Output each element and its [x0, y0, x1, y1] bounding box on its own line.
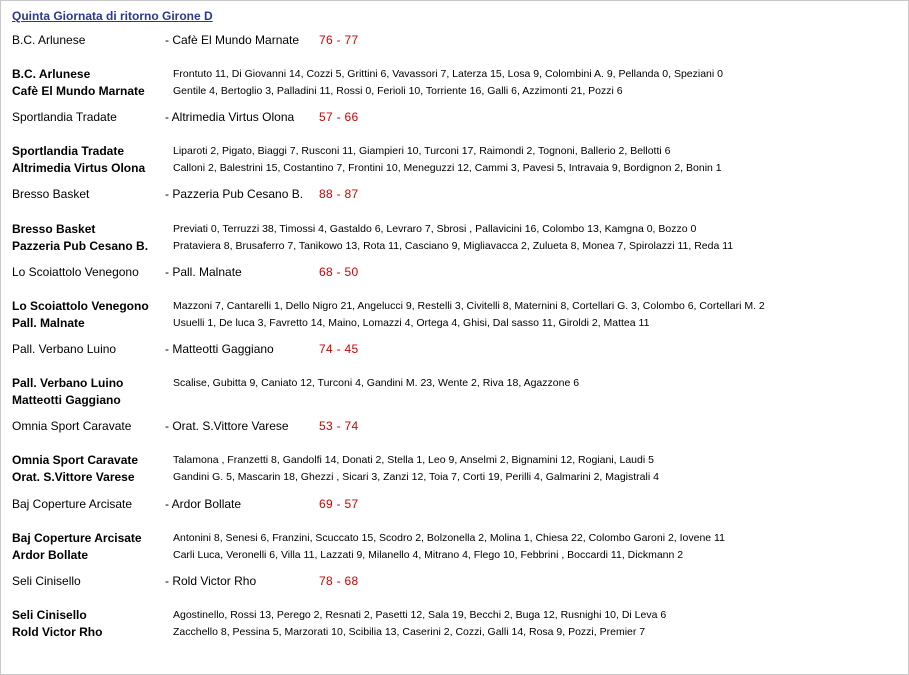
- scorers-team-name: Pall. Malnate: [12, 316, 85, 330]
- scorers-team-name: Matteotti Gaggiano: [12, 393, 121, 407]
- scorers-list: Gandini G. 5, Mascarin 18, Ghezzi , Sicari 3, Zanzi 12, Toia 7, Corti 19, Perilli 4, Galmarini 2, Magistrali 4: [173, 471, 659, 483]
- scorers-team-name: Orat. S.Vittore Varese: [12, 470, 135, 484]
- match-score: 78 - 68: [319, 574, 359, 588]
- away-team: - Matteotti Gaggiano: [165, 342, 274, 356]
- scorers-list: Carli Luca, Veronelli 6, Villa 11, Lazzati 9, Milanello 4, Mitrano 4, Flego 10, Febbrini , Boccardi 11, Dickmann 2: [173, 549, 684, 561]
- scorers-team-name: Pall. Verbano Luino: [12, 376, 124, 390]
- scorers-team-name: Seli Cinisello: [12, 608, 87, 622]
- scorers-list: Scalise, Gubitta 9, Caniato 12, Turconi 4, Gandini M. 23, Wente 2, Riva 18, Agazzone 6: [173, 377, 580, 389]
- away-team: - Ardor Bollate: [165, 497, 242, 511]
- away-team: - Pazzeria Pub Cesano B.: [165, 187, 304, 201]
- scorers-team-name: Rold Victor Rho: [12, 625, 103, 639]
- away-team: - Rold Victor Rho: [165, 574, 257, 588]
- scorers-team-name: Pazzeria Pub Cesano B.: [12, 239, 149, 253]
- scorers-team-name: Omnia Sport Caravate: [12, 453, 139, 467]
- scorers-list: Zacchello 8, Pessina 5, Marzorati 10, Scibilia 13, Caserini 2, Cozzi, Galli 14, Rosa 9, Pozzi, Premier 7: [173, 626, 646, 638]
- page-title[interactable]: Quinta Giornata di ritorno Girone D: [12, 9, 213, 23]
- scorers-team-name: Lo Scoiattolo Venegono: [12, 299, 149, 313]
- scorers-list: Antonini 8, Senesi 6, Franzini, Scuccato 15, Scodro 2, Bolzonella 2, Molina 1, Chiesa 22, Colombo Garoni 2, Iovene 11: [173, 532, 725, 544]
- match-score: 57 - 66: [319, 110, 359, 124]
- scorers-team-name: Sportlandia Tradate: [12, 144, 125, 158]
- home-team: Lo Scoiattolo Venegono: [12, 265, 139, 279]
- match-score: 88 - 87: [319, 187, 359, 201]
- home-team: B.C. Arlunese: [12, 33, 86, 47]
- home-team: Pall. Verbano Luino: [12, 342, 117, 356]
- match-score: 53 - 74: [319, 419, 359, 433]
- home-team: Seli Cinisello: [12, 574, 81, 588]
- scorers-team-name: Baj Coperture Arcisate: [12, 531, 142, 545]
- scorers-team-name: Altrimedia Virtus Olona: [12, 161, 146, 175]
- scorers-list: Usuelli 1, De luca 3, Favretto 14, Maino, Lomazzi 4, Ortega 4, Ghisi, Dal sasso 11, Giroldi 2, Mattea 11: [173, 317, 650, 329]
- scorers-list: Mazzoni 7, Cantarelli 1, Dello Nigro 21, Angelucci 9, Restelli 3, Civitelli 8, Maternini 8, Cortellari G. 3, Colombo 6, Cortellari M. 2: [173, 300, 765, 312]
- match-score: 69 - 57: [319, 497, 359, 511]
- scorers-team-name: Cafè El Mundo Marnate: [12, 84, 145, 98]
- match-score: 74 - 45: [319, 342, 359, 356]
- scorers-list: Prataviera 8, Brusaferro 7, Tanikowo 13, Rota 11, Casciano 9, Migliavacca 2, Zulueta 8, Monea 7, Spirolazzi 11, Reda 11: [173, 240, 734, 252]
- away-team: - Cafè El Mundo Marnate: [165, 33, 300, 47]
- away-team: - Pall. Malnate: [165, 265, 242, 279]
- scorers-team-name: B.C. Arlunese: [12, 67, 91, 81]
- scorers-team-name: Bresso Basket: [12, 222, 96, 236]
- home-team: Baj Coperture Arcisate: [12, 497, 133, 511]
- match-score: 68 - 50: [319, 265, 359, 279]
- away-team: - Orat. S.Vittore Varese: [165, 419, 289, 433]
- scorers-list: Talamona , Franzetti 8, Gandolfi 14, Donati 2, Stella 1, Leo 9, Anselmi 2, Bignamini 12, Rogiani, Laudi 5: [173, 454, 654, 466]
- scorers-list: Agostinello, Rossi 13, Perego 2, Resnati 2, Pasetti 12, Sala 19, Becchi 2, Buga 12, Rusnighi 10, Di Leva 6: [173, 609, 667, 621]
- away-team: - Altrimedia Virtus Olona: [165, 110, 295, 124]
- match-score: 76 - 77: [319, 33, 359, 47]
- home-team: Bresso Basket: [12, 187, 90, 201]
- scorers-list: Gentile 4, Bertoglio 3, Palladini 11, Rossi 0, Ferioli 10, Torriente 16, Galli 6, Azzimonti 21, Pozzi 6: [173, 85, 623, 97]
- scorers-list: Calloni 2, Balestrini 15, Costantino 7, Frontini 10, Meneguzzi 12, Cammi 3, Pavesi 5, Intravaia 9, Bordignon 2, Bonin 1: [173, 162, 722, 174]
- scorers-list: Liparoti 2, Pigato, Biaggi 7, Rusconi 11, Giampieri 10, Turconi 17, Raimondi 2, Tognoni, Ballerio 2, Bellotti 6: [173, 145, 671, 157]
- scorers-list: Frontuto 11, Di Giovanni 14, Cozzi 5, Grittini 6, Vavassori 7, Laterza 15, Losa 9, Colombini A. 9, Pellanda 0, Speziani 0: [173, 68, 723, 80]
- scorers-list: Previati 0, Terruzzi 38, Timossi 4, Gastaldo 6, Levraro 7, Sbrosi , Pallavicini 16, Colombo 13, Kamgna 0, Bozzo 0: [173, 223, 697, 235]
- home-team: Omnia Sport Caravate: [12, 419, 132, 433]
- home-team: Sportlandia Tradate: [12, 110, 117, 124]
- scorers-team-name: Ardor Bollate: [12, 548, 89, 562]
